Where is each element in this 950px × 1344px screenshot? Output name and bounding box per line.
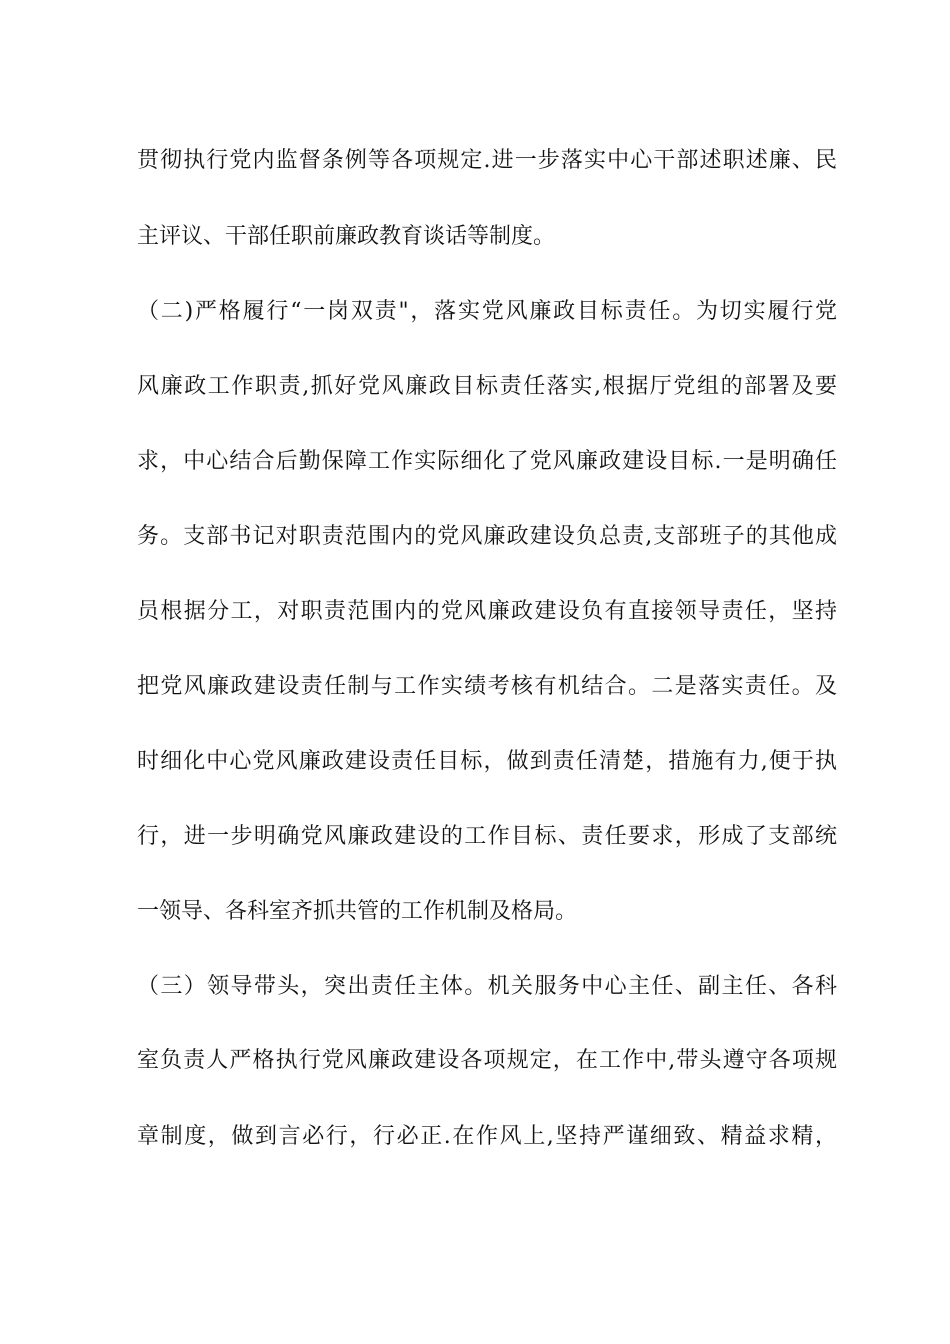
text-line: 时细化中心党风廉政建设责任目标，做到责任清楚，措施有力,便于执 [137,749,837,774]
text-line: 主评议、干部任职前廉政教育谈话等制度。 [137,224,556,249]
text-line: 求，中心结合后勤保障工作实际细化了党风廉政建设目标.一是明确任 [137,449,837,474]
text-line: 务。支部书记对职责范围内的党风廉政建设负总责,支部班子的其他成 [137,524,837,549]
text-line: （三）领导带头，突出责任主体。机关服务中心主任、副主任、各科 [137,974,837,999]
text-line: 贯彻执行党内监督条例等各项规定.进一步落实中心干部述职述廉、民 [137,148,837,173]
text-line: 把党风廉政建设责任制与工作实绩考核有机结合。二是落实责任。及 [137,674,837,699]
text-line: 员根据分工，对职责范围内的党风廉政建设负有直接领导责任，坚持 [137,599,837,624]
text-line: 风廉政工作职责,抓好党风廉政目标责任落实,根据厅党组的部署及要 [137,374,837,399]
text-line: 一领导、各科室齐抓共管的工作机制及格局。 [137,899,578,924]
text-line: 行，进一步明确党风廉政建设的工作目标、责任要求，形成了支部统 [137,824,837,849]
text-line: （二)严格履行“一岗双责"，落实党风廉政目标责任。为切实履行党 [137,299,837,324]
text-line: 章制度，做到言必行，行必正.在作风上,坚持严谨细致、精益求精， [137,1124,837,1149]
text-line: 室负责人严格执行党风廉政建设各项规定，在工作中,带头遵守各项规 [137,1048,837,1073]
